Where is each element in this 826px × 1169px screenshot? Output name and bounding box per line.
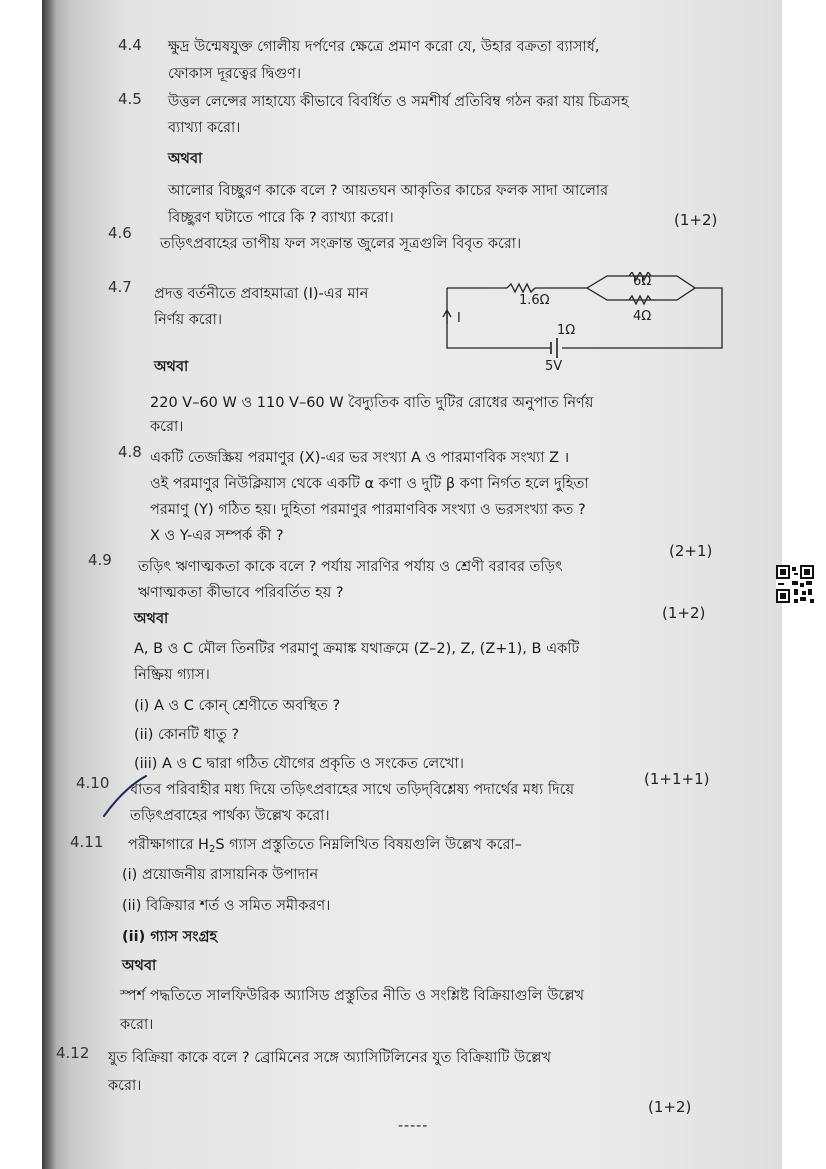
circuit-diagram bbox=[437, 272, 727, 372]
question-text-line: ধাতব পরিবাহীর মধ্য দিয়ে তড়িৎপ্রবাহের সাথে তড়িদ্‌বিশ্লেষ্য পদার্থের মধ্য দিয়ে bbox=[130, 782, 574, 798]
formula-prefix: পরীক্ষাগারে H bbox=[128, 837, 209, 853]
sub-item: (ii) গ্যাস সংগ্রহ bbox=[122, 929, 218, 945]
or-label: অথবা bbox=[134, 611, 169, 627]
question-text-line: প্রদত্ত বর্তনীতে প্রবাহমাত্রা (I)-এর মান bbox=[154, 286, 369, 302]
question-number: 4.7 bbox=[108, 278, 132, 296]
marks-label: (2+1) bbox=[669, 542, 713, 560]
question-text-line: নির্ণয় করো। bbox=[154, 312, 223, 328]
question-text-line: ঋণাত্মকতা কীভাবে পরিবর্তিত হয় ? bbox=[138, 585, 344, 601]
marks-label: (1+2) bbox=[648, 1098, 692, 1116]
sub-item: (i) প্রয়োজনীয় রাসায়নিক উপাদান bbox=[122, 867, 319, 883]
question-number: 4.5 bbox=[118, 90, 142, 108]
alternate-text-line: A, B ও C মৌল তিনটির পরমাণু ক্রমাঙ্ক যথাক্রমে (Z–2), Z, (Z+1), B একটি bbox=[134, 641, 580, 657]
alternate-text-line: করো। bbox=[120, 1017, 154, 1033]
marks-label: (1+1+1) bbox=[644, 770, 710, 788]
alternate-text-line: করো। bbox=[150, 419, 184, 435]
alternate-text-line: আলোর বিচ্ছুরণ কাকে বলে ? আয়তঘন আকৃতির কাচের ফলক সাদা আলোর bbox=[168, 183, 609, 199]
question-text-line bbox=[128, 834, 522, 858]
alternate-text-line: নিষ্ক্রিয় গ্যাস। bbox=[134, 667, 210, 683]
question-text-line: X ও Y-এর সম্পর্ক কী ? bbox=[150, 528, 284, 544]
question-number: 4.4 bbox=[118, 36, 142, 54]
question-text-line: উত্তল লেন্সের সাহায্যে কীভাবে বিবর্ধিত ও সমশীর্ষ প্রতিবিম্ব গঠন করা যায় চিত্রসহ bbox=[168, 94, 629, 110]
question-number: 4.6 bbox=[108, 224, 132, 242]
sub-item: (i) A ও C কোন্ শ্রেণীতে অবস্থিত ? bbox=[134, 698, 341, 714]
handwritten-tick-mark bbox=[100, 772, 150, 822]
question-text-line: যুত বিক্রিয়া কাকে বলে ? ব্রোমিনের সঙ্গে অ্যাসিটিলিনের যুত বিক্রিয়াটি উল্লেখ bbox=[108, 1050, 551, 1066]
question-text-line: ফোকাস দূরত্বের দ্বিগুণ। bbox=[168, 66, 302, 82]
question-text-line: পরমাণু (Y) গঠিত হয়। দুহিতা পরমাণুর পারমাণবিক সংখ্যা ও ভরসংখ্যা কত ? bbox=[150, 502, 586, 518]
label-current: I bbox=[457, 311, 461, 326]
battery-cell bbox=[551, 338, 557, 358]
question-text-line: তড়িৎপ্রবাহের পার্থক্য উল্লেখ করো। bbox=[130, 808, 330, 824]
current-arrow bbox=[443, 310, 451, 324]
sub-item: (ii) কোনটি ধাতু ? bbox=[134, 727, 240, 743]
label-upper-resistance: 6Ω bbox=[633, 274, 652, 289]
or-label: অথবা bbox=[122, 958, 157, 974]
marks-label: (1+2) bbox=[674, 211, 718, 229]
formula-subscript: 2 bbox=[208, 844, 216, 855]
question-text-line: ক্ষুদ্র উন্মেষযুক্ত গোলীয় দর্পণের ক্ষেত্রে প্রমাণ করো যে, উহার বক্রতা ব্যাসার্ধ, bbox=[168, 39, 600, 55]
question-text-line: একটি তেজস্ক্রিয় পরমাণুর (X)-এর ভর সংখ্যা A ও পারমাণবিক সংখ্যা Z । bbox=[150, 450, 570, 466]
alternate-text-line: স্পর্শ পদ্ধতিতে সালফিউরিক অ্যাসিড প্রস্তুতির নীতি ও সংশ্লিষ্ট বিক্রিয়াগুলি উল্লেখ bbox=[120, 988, 585, 1004]
question-text-line: তড়িৎ ঋণাত্মকতা কাকে বলে ? পর্যায় সারণির পর্যায় ও শ্রেণী বরাবর তড়িৎ bbox=[138, 559, 563, 575]
alternate-text-line: বিচ্ছুরণ ঘটাতে পারে কি ? ব্যাখ্যা করো। bbox=[168, 210, 394, 226]
question-number: 4.12 bbox=[56, 1044, 90, 1062]
or-label: অথবা bbox=[154, 359, 189, 375]
sub-item: (iii) A ও C দ্বারা গঠিত যৌগের প্রকৃতি ও সংকেত লেখো। bbox=[134, 756, 464, 772]
alternate-text-line: 220 V–60 W ও 110 V–60 W বৈদ্যুতিক বাতি দুটির রোধের অনুপাত নির্ণয় bbox=[150, 395, 594, 411]
question-text-line: ওই পরমাণুর নিউক্লিয়াস থেকে একটি α কণা ও দুটি β কণা নির্গত হলে দুহিতা bbox=[150, 476, 589, 492]
question-number: 4.11 bbox=[70, 833, 104, 851]
label-lower-resistance: 4Ω bbox=[633, 309, 652, 324]
or-label: অথবা bbox=[168, 151, 203, 167]
qr-code-icon bbox=[776, 565, 814, 603]
question-number: 4.10 bbox=[76, 774, 110, 792]
label-internal-resistance: 1Ω bbox=[557, 323, 576, 338]
question-number: 4.9 bbox=[88, 551, 112, 569]
question-text-line: ব্যাখ্যা করো। bbox=[168, 120, 241, 136]
label-emf: 5V bbox=[545, 359, 563, 372]
resistor-series bbox=[507, 284, 535, 292]
end-of-questions-mark: ----- bbox=[398, 1118, 429, 1134]
label-series-resistance: 1.6Ω bbox=[519, 293, 550, 308]
page-edge-shadow bbox=[42, 0, 56, 1169]
sub-item: (ii) বিক্রিয়ার শর্ত ও সমিত সমীকরণ। bbox=[122, 898, 331, 914]
marks-label: (1+2) bbox=[662, 604, 706, 622]
question-text-line: তড়িৎপ্রবাহের তাপীয় ফল সংক্রান্ত জুলের সূত্রগুলি বিবৃত করো। bbox=[160, 236, 522, 252]
question-text-line: করো। bbox=[108, 1078, 142, 1094]
formula-suffix: S গ্যাস প্রস্তুতিতে নিম্নলিখিত বিষয়গুলি উল্লেখ করো– bbox=[215, 837, 522, 853]
question-number: 4.8 bbox=[118, 443, 142, 461]
scanned-page bbox=[42, 0, 782, 1169]
